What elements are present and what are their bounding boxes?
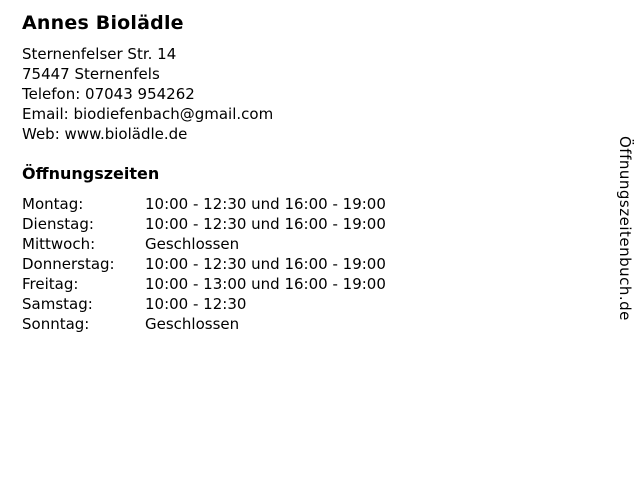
time-value: 10:00 - 13:00 und 16:00 - 19:00	[145, 275, 386, 293]
time-value: 10:00 - 12:30 und 16:00 - 19:00	[145, 215, 386, 233]
day-label: Dienstag:	[22, 215, 94, 233]
oeffnungszeitenbuch-watermark: Öffnungszeitenbuch.de	[616, 136, 634, 321]
time-value: 10:00 - 12:30 und 16:00 - 19:00	[145, 255, 386, 273]
web-value: www.biolädle.de	[64, 125, 188, 143]
opening-hours-heading: Öffnungszeiten	[22, 164, 160, 183]
hours-row-saturday	[22, 294, 600, 314]
hours-row-sunday	[22, 314, 600, 334]
phone-label: Telefon:	[22, 85, 81, 103]
time-value: 10:00 - 12:30 und 16:00 - 19:00	[145, 195, 386, 213]
hours-row-monday	[22, 194, 600, 214]
email-label: Email:	[22, 105, 69, 123]
contact-info	[22, 44, 600, 144]
time-value: 10:00 - 12:30	[145, 295, 247, 313]
hours-row-friday	[22, 274, 600, 294]
email-value: biodiefenbach@gmail.com	[73, 105, 274, 123]
address-street: Sternenfelser Str. 14	[22, 45, 177, 63]
web-label: Web:	[22, 125, 60, 143]
day-label: Samstag:	[22, 295, 93, 313]
hours-row-thursday	[22, 254, 600, 274]
phone-line	[22, 84, 600, 104]
address-city: 75447 Sternenfels	[22, 65, 160, 83]
hours-row-tuesday	[22, 214, 600, 234]
phone-value: 07043 954262	[85, 85, 195, 103]
web-line	[22, 124, 600, 144]
time-value: Geschlossen	[145, 315, 240, 333]
hours-row-wednesday	[22, 234, 600, 254]
day-label: Montag:	[22, 195, 84, 213]
day-label: Sonntag:	[22, 315, 90, 333]
day-label: Donnerstag:	[22, 255, 115, 273]
opening-hours-table	[22, 194, 600, 334]
day-label: Freitag:	[22, 275, 79, 293]
day-label: Mittwoch:	[22, 235, 96, 253]
business-name: Annes Biolädle	[22, 12, 184, 34]
time-value: Geschlossen	[145, 235, 240, 253]
email-line	[22, 104, 600, 124]
